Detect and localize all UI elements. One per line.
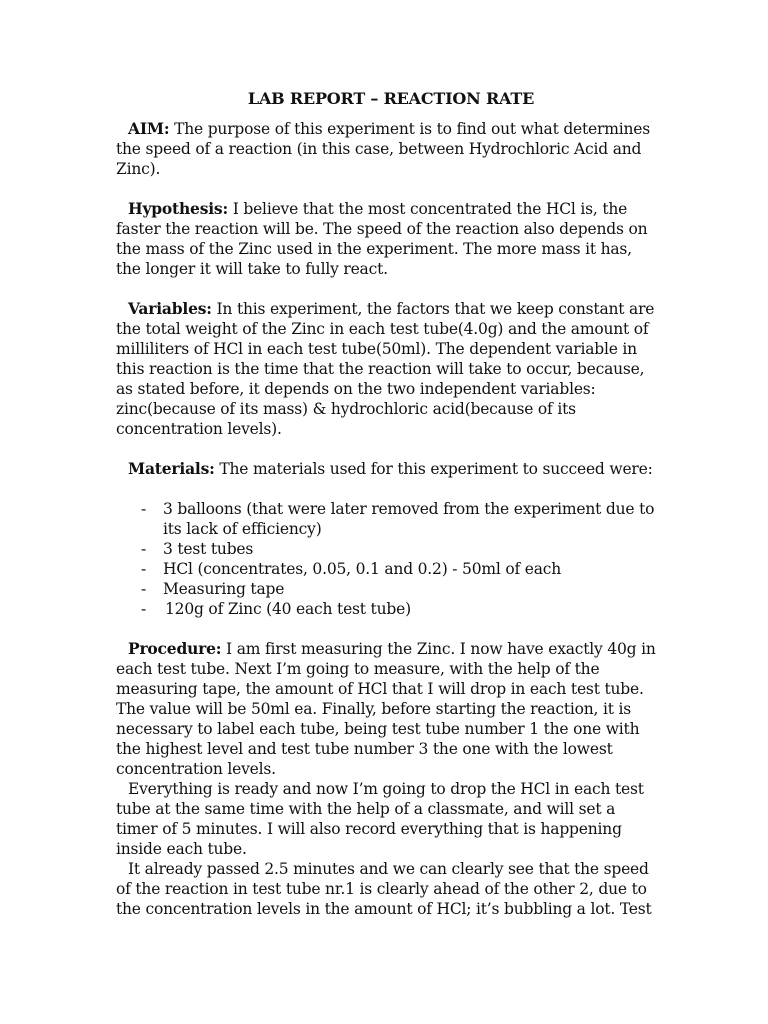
procedure-section [116, 639, 656, 779]
hypothesis-text: I believe that the most concentrated the HCl is, the faster the reaction will be. The speed of the reaction also depends on the mass of the Zinc used in the experiment. The more mass it has, the longer it will take to fully react. [116, 200, 648, 278]
aim-section [116, 119, 656, 179]
list-item-text: 120g of Zinc (40 each test tube) [165, 600, 411, 618]
list-item [116, 599, 656, 619]
variables-text: In this experiment, the factors that we keep constant are the total weight of the Zinc in each test tube(4.0g) and the amount of milliliters of HCl in each test tube(50ml). The dependent variable in this reaction is the time that the reaction will take to occur, because, as stated before, it depends on the two independent variables: zinc(because of its mass) & hydrochloric acid(because of its concentration levels). [116, 300, 655, 438]
list-item-text: HCl (concentrates, 0.05, 0.1 and 0.2) - 50ml of each [163, 560, 562, 578]
aim-text: The purpose of this experiment is to find out what determines the speed of a reaction (in this case, between Hydrochloric Acid and Zinc). [116, 120, 651, 178]
bullet-dash: - [141, 540, 147, 558]
list-item-text: Measuring tape [163, 580, 285, 598]
procedure-label: Procedure: [128, 639, 222, 658]
materials-list [116, 499, 656, 619]
document-body [116, 86, 656, 919]
materials-section [116, 459, 656, 479]
hypothesis-label: Hypothesis: [128, 199, 228, 218]
bullet-dash: - [141, 600, 147, 618]
procedure-paragraph: Everything is ready and now I’m going to drop the HCl in each test tube at the same time with the help of a classmate, and will set a timer of 5 minutes. I will also record everything that is happening inside each tube. [116, 780, 644, 858]
bullet-dash: - [141, 560, 147, 578]
report-title: LAB REPORT – REACTION RATE [247, 89, 535, 108]
list-item [116, 499, 656, 539]
bullet-dash: - [141, 580, 147, 598]
list-item [116, 579, 656, 599]
materials-label: Materials: [128, 459, 215, 478]
hypothesis-section [116, 199, 656, 279]
variables-label: Variables: [128, 299, 212, 318]
variables-section [116, 299, 656, 439]
list-item-text: 3 test tubes [163, 540, 254, 558]
bullet-dash: - [141, 500, 147, 518]
procedure-text: I am first measuring the Zinc. I now have exactly 40g in each test tube. Next I’m going to measure, with the help of the measuring tape, the amount of HCl that I will drop in each test tube. The value will be 50ml ea. Finally, before starting the reaction, it is necessary to label each tube, being test tube number 1 the one with the highest level and test tube number 3 the one with the lowest concentration levels. [116, 640, 656, 778]
list-item [116, 539, 656, 559]
materials-text: The materials used for this experiment to succeed were: [214, 460, 653, 478]
list-item-text: 3 balloons (that were later removed from the experiment due to its lack of efficiency) [163, 500, 655, 538]
procedure-paragraph: It already passed 2.5 minutes and we can clearly see that the speed of the reaction in test tube nr.1 is clearly ahead of the other 2, due to the concentration levels in the amount of HCl; it’s bubbling a lot. Test [116, 860, 652, 918]
aim-label: AIM: [128, 119, 170, 138]
list-item [116, 559, 656, 579]
